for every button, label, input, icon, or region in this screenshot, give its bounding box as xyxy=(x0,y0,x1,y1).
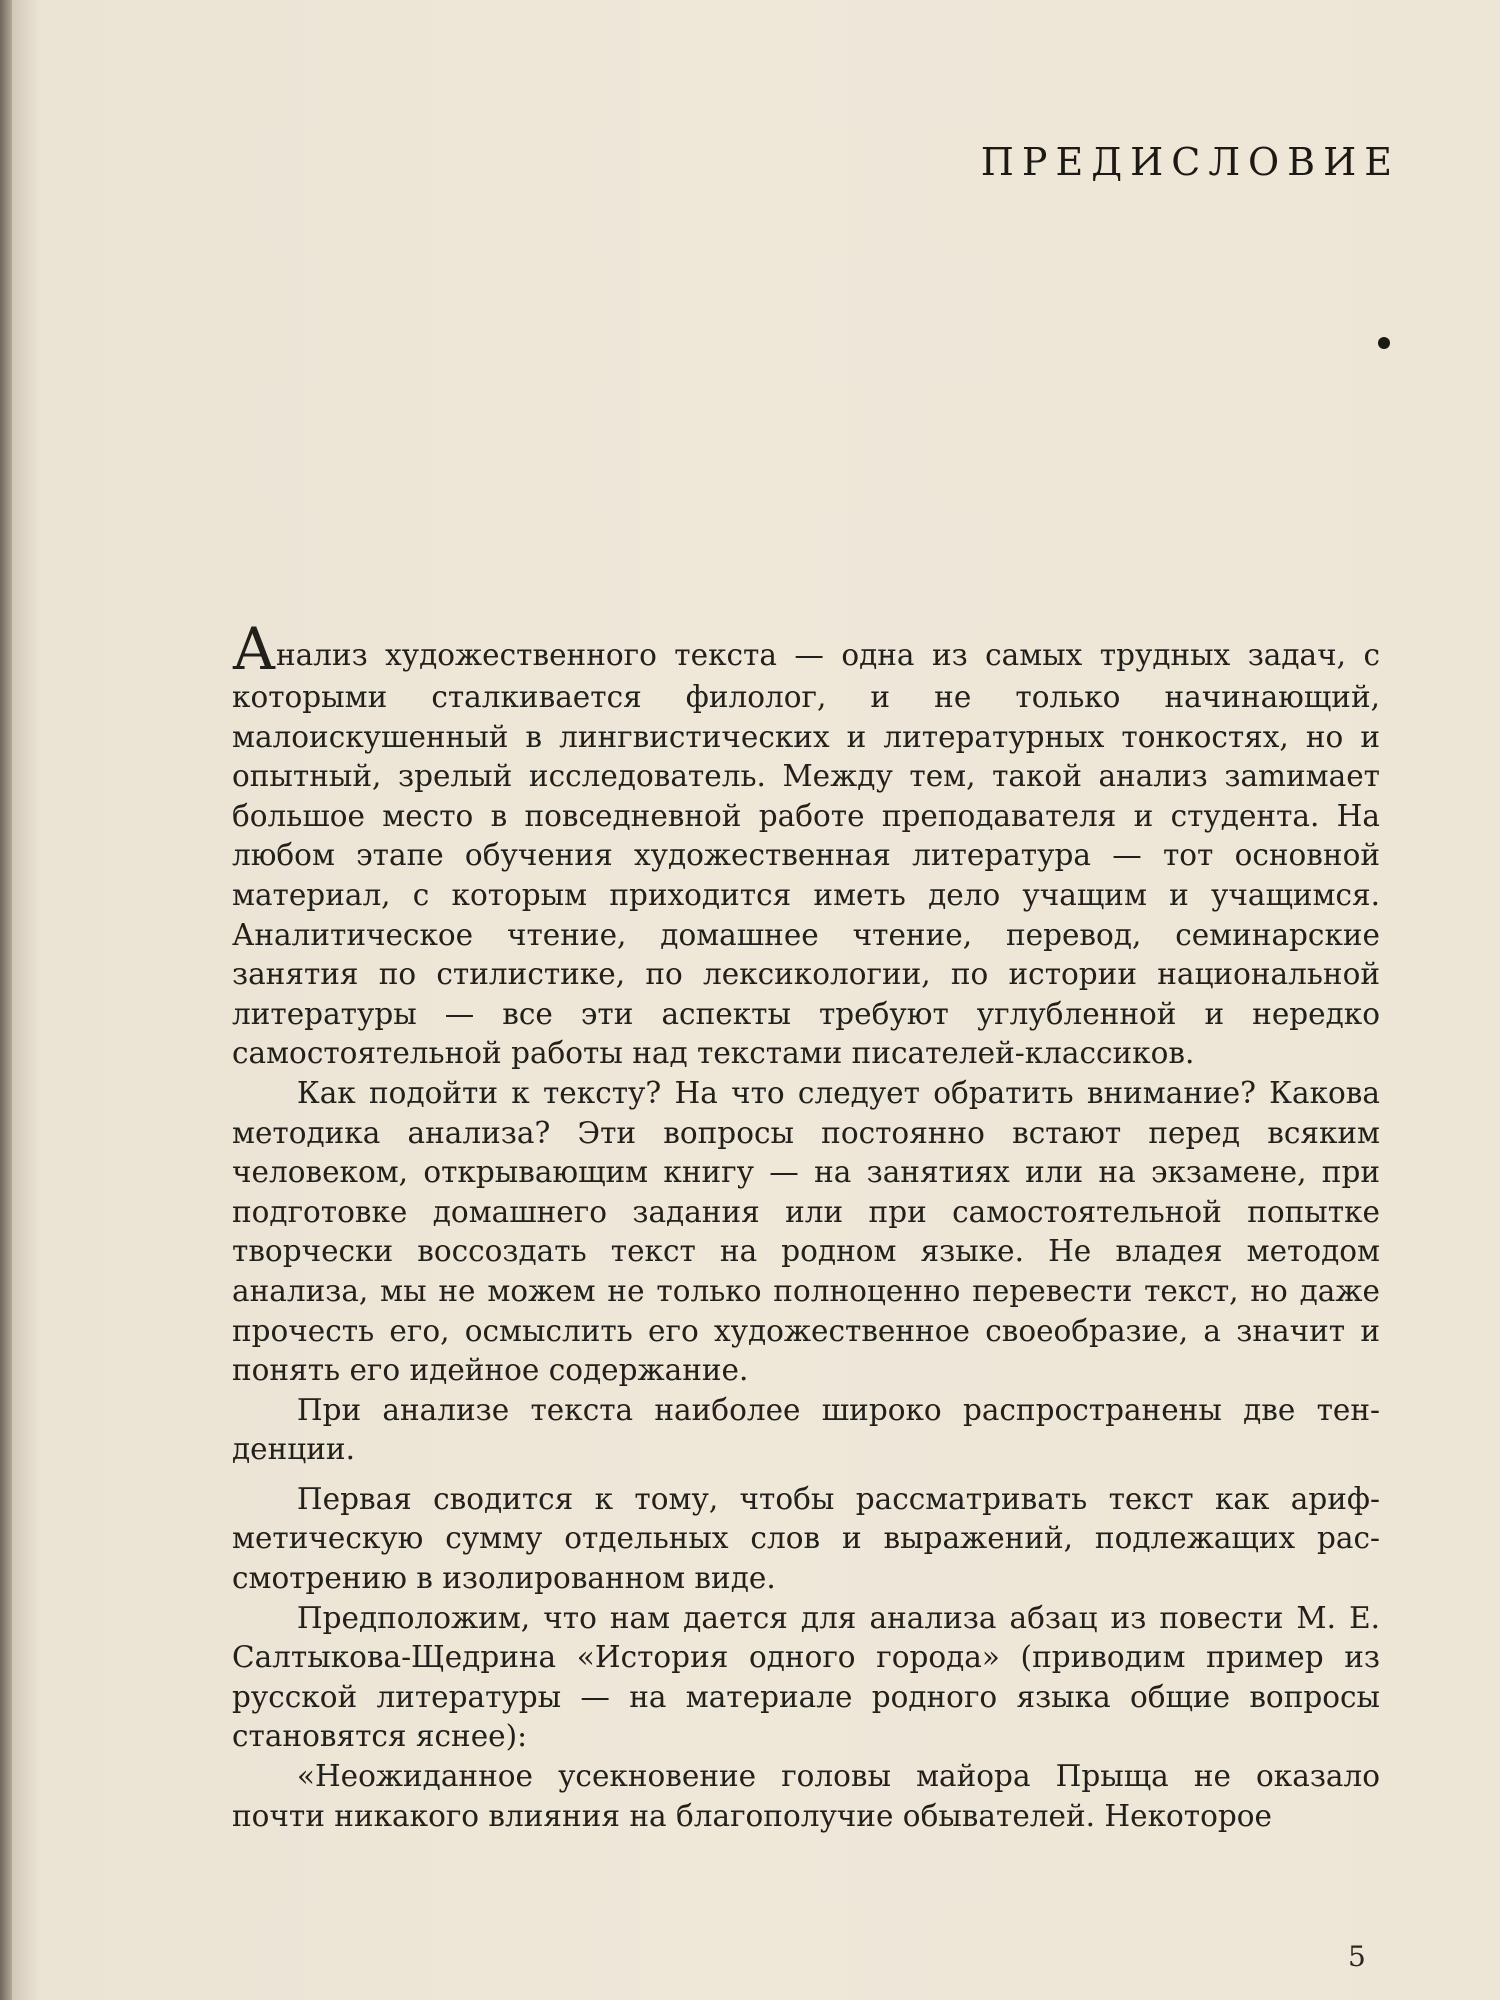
ink-dot-mark xyxy=(1378,337,1390,349)
preface-body xyxy=(232,615,1380,1836)
paragraph-1 xyxy=(232,615,1380,1074)
paragraph-1-text: нализ художественного текста — одна из самых трудных задач, с которыми сталкивается филолог, и не только начинающий, малоискушенный в лингвистических и литературных тонкостях, но и опытный, зрелый исследователь. Между тем, такой анализ заmимает большое место в повседневной работе преподавателя и студента. На любом этапе обучения художественная литература — тот основной материал, с которым приходится иметь дело учащим и учащимся. Аналитическое чтение, домашнее чтение, перевод, семинарские занятия по стилистике, по лексикологии, по истории национальной литературы — все эти аспекты требуют углубленной и нередко самостоятельной работы над текстами писателей-классиков. xyxy=(232,638,1380,1071)
page-title: ПРЕДИСЛОВИЕ xyxy=(980,140,1400,184)
page-number: 5 xyxy=(1348,1940,1366,1973)
paragraph-6-quote: «Неожиданное усекновение головы майора Прыща не оказало почти никакого влияния на благополучие обывателей. Некоторое xyxy=(232,1759,1380,1833)
paragraph-3: При анализе текста наиболее широко распространены две тенденции. xyxy=(232,1392,1380,1467)
paragraph-2: Как подойти к тексту? На что следует обратить внимание? Какова методика анализа? Эти вопросы постоянно встают перед всяким человеком, открывающим книгу — на занятиях или на экзамене, при подготовке домашнего задания или при самостоятельной попытке творчески воссоздать текст на родном языке. Не владея методом анализа, мы не можем не только полноценно перевести текст, но даже прочесть его, осмыслить его художественное своеобразие, а значит и понять его идейное содержание. xyxy=(232,1075,1380,1388)
drop-cap: А xyxy=(232,615,276,683)
paragraph-4: Первая сводится к тому, чтобы рассматривать текст как арифметическую сумму отдельных слов и выражений, подлежащих рассмотрению в изолированном виде. xyxy=(232,1481,1380,1596)
book-spine-shadow xyxy=(0,0,12,2000)
paragraph-5: Предположим, что нам дается для анализа абзац из повести М. Е. Салтыкова-Щедрина «История одного города» (приводим пример из русской литературы — на материале родного языка общие вопросы становятся яснее): xyxy=(232,1600,1380,1754)
